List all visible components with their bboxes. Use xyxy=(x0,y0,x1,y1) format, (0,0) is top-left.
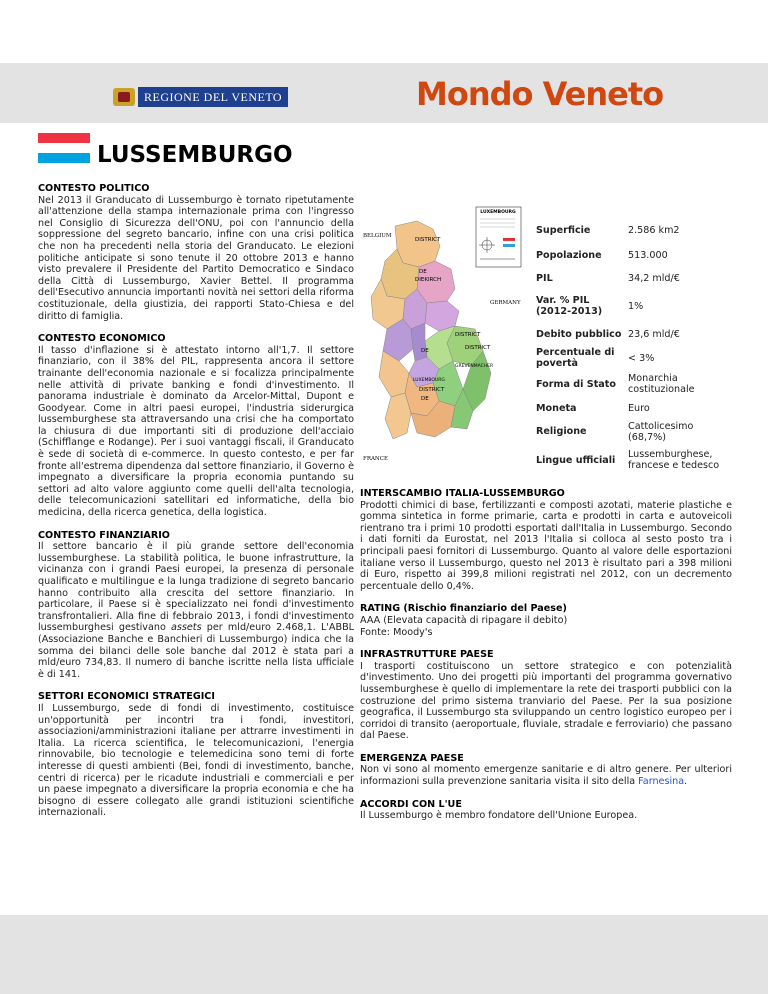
row-label: Debito pubblico xyxy=(536,328,622,340)
row-label: Var. % PIL (2012-2013) xyxy=(536,295,603,317)
row-label: Religione xyxy=(536,426,587,437)
table-row xyxy=(532,244,732,266)
section-contesto-finanziario xyxy=(38,530,354,681)
section-heading: INFRASTRUTTURE PAESE xyxy=(360,649,494,661)
regione-veneto-logo[interactable] xyxy=(113,87,293,107)
row-label: Moneta xyxy=(536,402,577,414)
italic-word: assets xyxy=(171,622,202,634)
section-heading: RATING (Rischio finanziario del Paese) xyxy=(360,603,567,615)
map-label-de: DE xyxy=(419,269,427,275)
table-row xyxy=(532,266,732,290)
section-heading: INTERSCAMBIO ITALIA-LUSSEMBURGO xyxy=(360,488,565,499)
table-row xyxy=(532,346,732,370)
row-label: Lingue ufficiali xyxy=(536,454,616,466)
country-info-table xyxy=(532,217,732,475)
flag-stripe-white xyxy=(38,143,90,153)
map-label-france: FRANCE xyxy=(363,456,388,462)
map-label-district: DISTRICT xyxy=(455,332,481,338)
luxembourg-map xyxy=(355,201,525,473)
map-label-germany: GERMANY xyxy=(490,300,521,306)
map-label-diekirch: DIEKIRCH xyxy=(415,277,442,283)
section-settori-strategici xyxy=(38,691,354,819)
table-row xyxy=(532,398,732,418)
mondo-veneto-logo[interactable]: Mondo Veneto xyxy=(416,75,664,113)
section-contesto-economico xyxy=(38,333,354,519)
row-label: PIL xyxy=(536,272,553,284)
section-rating xyxy=(360,603,732,638)
section-heading: ACCORDI CON L'UE xyxy=(360,798,462,810)
section-text xyxy=(38,541,354,680)
section-heading: CONTESTO FINANZIARIO xyxy=(38,529,170,541)
section-contesto-politico xyxy=(38,183,354,322)
text-part: per mld/euro 2.468,1. L'ABBL (Associazione Banche e Banchieri di Lussemburgo) indica che la somma dei bilanci delle sole banche dal 2012 è stata pari a mld/euro 734,83. Il numero di banche iscritte nella lista ufficiale è di 141. xyxy=(38,622,354,680)
section-accordi-ue xyxy=(360,799,732,822)
table-row xyxy=(532,217,732,244)
row-value: < 3% xyxy=(628,352,655,364)
farnesina-link[interactable]: Farnesina xyxy=(638,776,685,788)
section-text: Nel 2013 il Granducato di Lussemburgo è tornato ripetutamente all'attenzione della stampa internazionale prima con l'ingresso nel Consiglio di Sicurezza dell'ONU, poi con l'annuncio della soppressione del segreto bancario, infine con una crisi politica che non ha precedenti nella storia del Granducato. Le elezioni politiche anticipate si sono tenute il 20 ottobre 2013 e hanno visto prevalere il Presidente del Partito Democratico e Sindaco della Città di Lussemburgo, Xavier Bettel. Il programma dell'Esecutivo annuncia importanti novità nei settori della riforma costituzionale, della giustizia, dei rapporti Stato-Chiesa e del diritto di famiglia. xyxy=(38,194,354,322)
map-label-de: DE xyxy=(421,396,429,402)
luxembourg-flag-icon xyxy=(38,133,90,163)
text-part: Non vi sono al momento emergenze sanitarie e di altro genere. Per ulteriori informazioni sulla prevenzione sanitaria visita il sito della xyxy=(360,764,732,788)
row-value: Lussemburghese, francese e tedesco xyxy=(628,449,720,471)
row-value: Monarchia costituzionale xyxy=(628,373,695,395)
map-label-district: DISTRICT xyxy=(465,345,491,351)
row-label: Superficie xyxy=(536,225,591,236)
row-value: Euro xyxy=(628,402,650,414)
section-text: Il Lussemburgo, sede di fondi di investimento, costituisce un'opportunità per incontri tra i fondi, investitori, associazioni/amministrazioni italiane per attrarre investimenti in Italia. La ricerca scientifica, le telecomunicazioni, l'energia rinnovabile, bio tecnologie e telemedicina sono temi di forte interesse di questi ambienti (Bei, fondi di investimento, banche, centri di ricerca) per le ricadute industriali e commerciali e per un paese impegnato a diversificare la propria economia e che ha bisogno di essere collegato alle grandi istituzioni scientifiche internazionali. xyxy=(38,702,354,819)
table-row xyxy=(532,290,732,322)
row-value: 2.586 km2 xyxy=(628,225,680,236)
map-legend-title: LUXEMBOURG xyxy=(480,210,516,215)
map-label-district: DISTRICT xyxy=(419,387,445,393)
map-label-grevenmacher: GREVENMACHER xyxy=(455,364,494,369)
rating-source: Fonte: Moody's xyxy=(360,626,433,638)
section-heading: EMERGENZA PAESE xyxy=(360,752,464,764)
section-infrastrutture xyxy=(360,649,732,742)
regione-logo-text: REGIONE DEL VENETO xyxy=(138,87,288,107)
table-row xyxy=(532,322,732,346)
row-label: Forma di Stato xyxy=(536,378,616,390)
table-row xyxy=(532,418,732,445)
map-label-luxembourg: LUXEMBOURG xyxy=(413,378,445,383)
row-value: 1% xyxy=(628,300,644,312)
flag-stripe-blue xyxy=(38,153,90,163)
map-label-district: DISTRICT xyxy=(415,237,441,243)
rating-line: AAA (Elevata capacità di ripagare il debito) xyxy=(360,614,568,626)
text-part: Il settore bancario è il più grande settore dell'economia lussemburghese. La stabilità politica, le buone infrastrutture, la vicinanza con i grandi Paesi europei, la presenza di personale qualificato e multilingue e la lunga tradizione di segreto bancario hanno contribuito alla crescita del settore finanziario. In particolare, il Paese si è specializzato nei fondi d'investimento transfrontalieri. Alla fine di febbraio 2013, i fondi d'investimento lussemburghesi gestivano xyxy=(38,541,354,634)
map-label-belgium: BELGIUM xyxy=(363,233,392,239)
row-label: Percentuale di povertà xyxy=(536,347,615,369)
section-text: Il Lussemburgo è membro fondatore dell'Unione Europea. xyxy=(360,810,638,822)
section-interscambio xyxy=(360,488,732,592)
section-heading: CONTESTO ECONOMICO xyxy=(38,333,166,345)
row-value: Cattolicesimo (68,7%) xyxy=(628,420,694,443)
luxembourg-map-svg xyxy=(355,201,525,473)
page-title: LUSSEMBURGO xyxy=(97,142,293,168)
row-value: 23,6 mld/€ xyxy=(628,328,680,340)
table-row xyxy=(532,445,732,475)
section-emergenza xyxy=(360,753,732,788)
row-value: 513.000 xyxy=(628,249,668,261)
section-text xyxy=(360,764,732,787)
section-heading: CONTESTO POLITICO xyxy=(38,183,150,194)
right-column xyxy=(360,488,732,833)
section-text: I trasporti costituiscono un settore strategico e con potenzialità d'investimento. Uno dei progetti più importanti del programma governativo lussemburghese è quello di implementare la rete dei trasporti pubblici con la costruzione del primo sistema tranviario del Paese. Per la sua posizione geografica, il Lussemburgo sta sviluppando un centro logistico europeo per i corridoi di transito (aeroportuale, fluviale, stradale e ferroviario) che passano dal Paese. xyxy=(360,660,732,742)
row-label: Popolazione xyxy=(536,249,602,261)
left-column xyxy=(38,183,354,830)
section-text: Il tasso d'inflazione si è attestato intorno all'1,7. Il settore finanziario, con il 38% del PIL, rappresenta ancora il settore trainante dell'economia nazionale e si focalizza principalmente nelle attività di private banking e fondi d'investimento. Il panorama industriale è dominato da Arcelor-Mittal, Dupont e Goodyear. Come in altri paesi europei, l'industria siderurgica lussemburghese sta attraversando una crisi che ha comportato la chiusura di due importanti siti di produzione dell'acciaio (Schifflange e Rodange). Per i suoi vantaggi fiscali, il Granducato è sede di società di e-commerce. In questo contesto, e per far fronte all'estrema dipendenza dal settore finanziario, il Governo è impegnato a diversificare la propria economia puntando su settori ad alto valore aggiunto come quelli dell'alta tecnologia, delle telecomunicazioni satellitari ed informatiche, della bio medicina, della ricerca genetica, della logistica. xyxy=(38,344,354,519)
lion-emblem-icon xyxy=(113,88,135,106)
row-value: 34,2 mld/€ xyxy=(628,272,680,284)
flag-stripe-red xyxy=(38,133,90,143)
map-label-de: DE xyxy=(421,348,429,354)
footer-band xyxy=(0,915,768,994)
map-legend-box xyxy=(476,207,521,267)
text-part: . xyxy=(684,776,688,788)
section-heading: SETTORI ECONOMICI STRATEGICI xyxy=(38,691,215,703)
section-text: Prodotti chimici di base, fertilizzanti e composti azotati, materie plastiche e gomma sintetica in forme primarie, carta e prodotti in carta e autoveicoli rientrano tra i primi 10 prodotti esportati dall'Italia in Lussemburgo. Secondo i dati forniti da Eurostat, nel 2013 l'Italia si colloca al sesto posto tra i principali paesi fornitori di Lussemburgo. Quanto al valore delle esportazioni italiane verso il Lussemburgo, questo nel 2013 è risultato pari a 398 milioni di Euro, rispetto ai 399,8 milioni registrati nel 2012, con un decremento percentuale dello 0,4%. xyxy=(360,499,732,592)
table-row xyxy=(532,370,732,398)
